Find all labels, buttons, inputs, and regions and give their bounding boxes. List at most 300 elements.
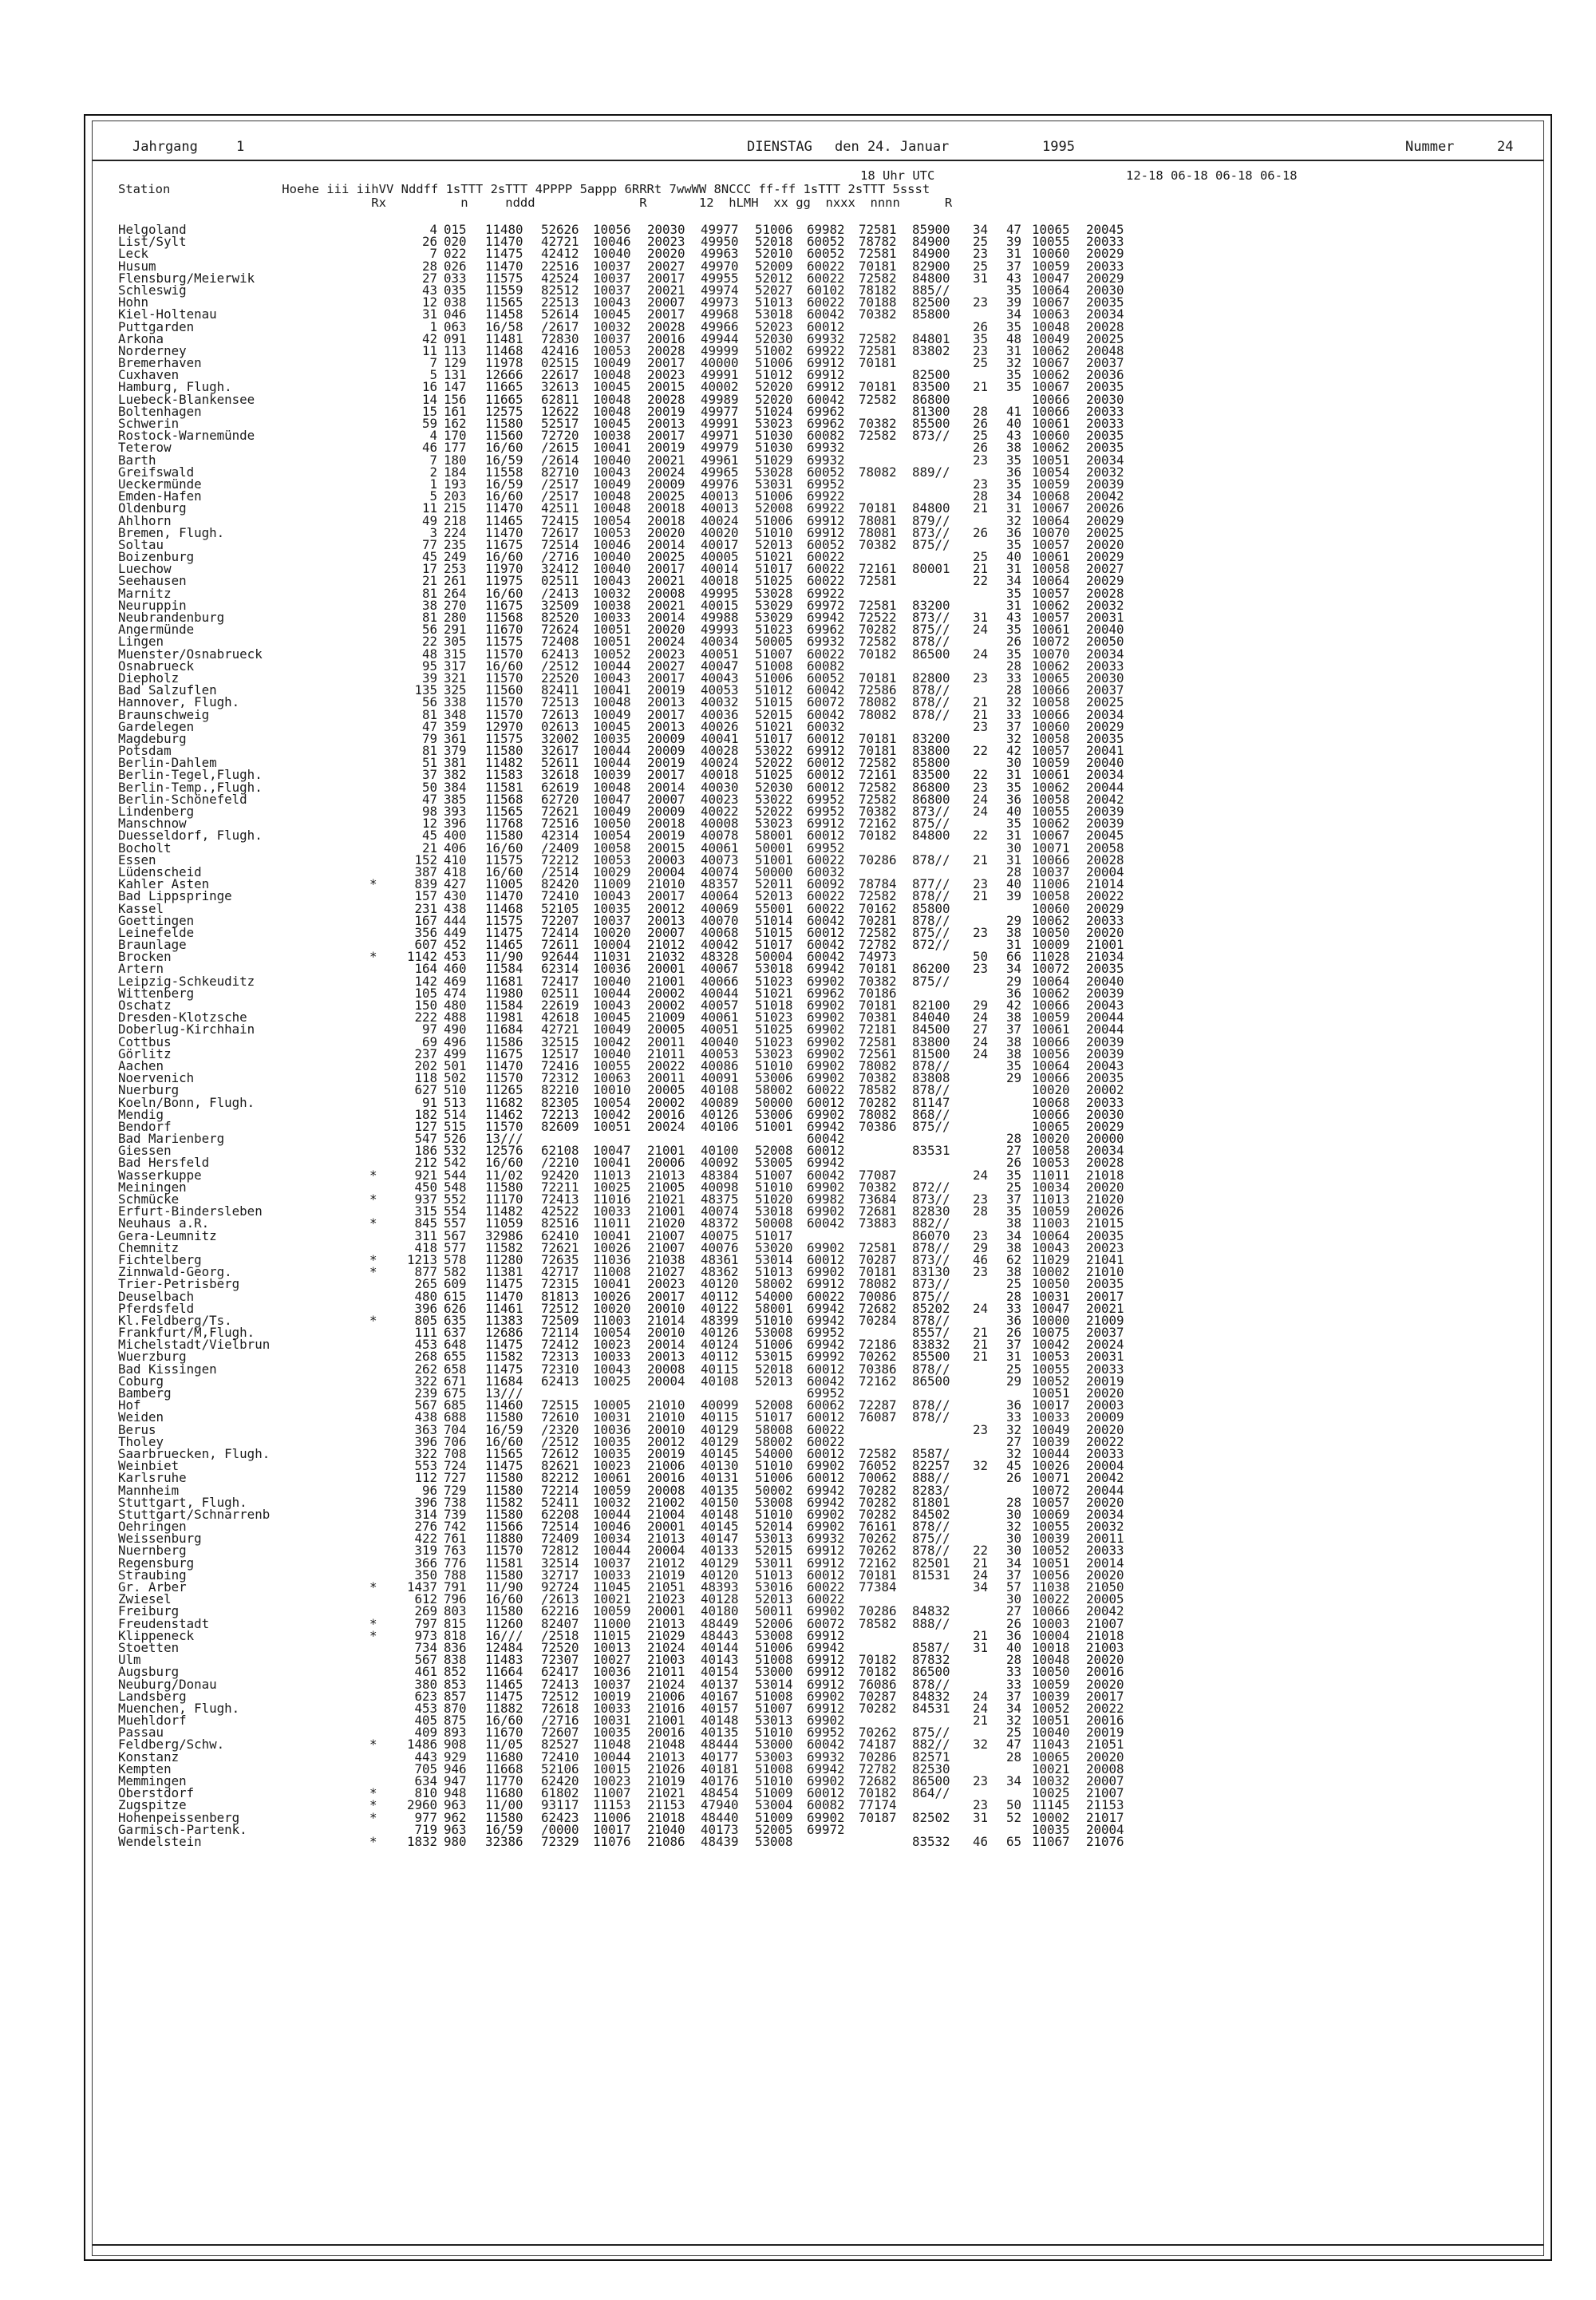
iii-cell: 818 xyxy=(444,1627,467,1643)
hoehe-cell: 49 xyxy=(421,512,437,528)
hoehe-cell: 1832 xyxy=(406,1833,437,1849)
pressure-cell: 40100 xyxy=(701,1143,739,1159)
iii-cell: 567 xyxy=(444,1227,467,1243)
weather-cell: 72582 xyxy=(859,779,897,795)
tmax-12-cell: 10065 xyxy=(1032,1749,1070,1765)
hoehe-cell: 142 xyxy=(414,973,437,989)
iii-cell: 035 xyxy=(444,282,467,298)
tmin-12-cell: 20042 xyxy=(1086,791,1124,807)
iii-cell: 578 xyxy=(444,1251,467,1267)
weather-cell: 76086 xyxy=(859,1676,897,1692)
hoehe-cell: 47 xyxy=(421,718,437,734)
iihvv-cell: 11575 xyxy=(485,852,523,867)
hoehe-cell: 322 xyxy=(414,1373,437,1389)
tmin-12-cell: 20035 xyxy=(1086,1070,1124,1086)
tendency-cell: 53005 xyxy=(755,1155,793,1171)
iihvv-cell: 11465 xyxy=(485,1676,523,1692)
tmin-2s-cell: 20017 xyxy=(647,561,685,577)
wind-ff1-cell: 46 xyxy=(972,1833,988,1849)
tmax-12-cell: 11028 xyxy=(1032,949,1070,965)
cloud-cell: 878// xyxy=(912,1543,950,1559)
tmax-1s-cell: 10026 xyxy=(593,1239,631,1255)
wind-ff1-cell: 21 xyxy=(972,500,988,516)
pressure-cell: 40148 xyxy=(701,1506,739,1522)
iii-cell: 513 xyxy=(444,1094,467,1110)
hoehe-cell: 977 xyxy=(414,1809,437,1825)
tmax-12-cell: 11003 xyxy=(1032,1215,1070,1231)
tmax-12-cell: 10025 xyxy=(1032,1785,1070,1801)
hoehe-cell: 164 xyxy=(414,961,437,977)
cloud-cell: 875// xyxy=(912,622,950,638)
wind-ff2-cell: 28 xyxy=(1005,682,1021,698)
hoehe-cell: 4 xyxy=(429,428,437,444)
station-name-cell: Wendelstein xyxy=(118,1833,202,1849)
tmin-2s-cell: 20023 xyxy=(647,646,685,662)
pressure-cell: 48393 xyxy=(701,1579,739,1595)
station-name-cell: Bendorf xyxy=(118,1118,172,1134)
nddff-cell: 72414 xyxy=(541,924,579,940)
weather-cell: 78081 xyxy=(859,512,897,528)
station-name-cell: Konstanz xyxy=(118,1749,180,1765)
tmin-12-cell: 20026 xyxy=(1086,1203,1124,1219)
tendency-cell: 51020 xyxy=(755,1191,793,1207)
iihvv-cell: 11581 xyxy=(485,779,523,795)
cloud-cell: 889// xyxy=(912,464,950,480)
wind-ff1-cell: 31 xyxy=(972,270,988,286)
summit-marker-cell: * xyxy=(369,1785,377,1801)
iihvv-cell: 11770 xyxy=(485,1773,523,1788)
nddff-cell: 82212 xyxy=(541,1470,579,1486)
tendency-cell: 52018 xyxy=(755,234,793,250)
precip-cell: 69982 xyxy=(807,222,845,237)
iihvv-cell: 11684 xyxy=(485,1022,523,1037)
pressure-cell: 40024 xyxy=(701,512,739,528)
hoehe-cell: 265 xyxy=(414,1276,437,1292)
tmax-1s-cell: 10031 xyxy=(593,1409,631,1425)
wind-ff2-cell: 35 xyxy=(1005,1203,1021,1219)
iii-cell: 170 xyxy=(444,428,467,444)
cloud-cell: 81531 xyxy=(912,1567,950,1583)
tendency-cell: 51010 xyxy=(755,1312,793,1328)
hoehe-cell: 450 xyxy=(414,1179,437,1195)
pressure-cell: 49977 xyxy=(701,222,739,237)
iihvv-cell: 11668 xyxy=(485,1761,523,1776)
tmax-1s-cell: 10023 xyxy=(593,1458,631,1474)
tmax-1s-cell: 10041 xyxy=(593,1227,631,1243)
precip-cell: 69962 xyxy=(807,416,845,431)
wind-ff2-cell: 35 xyxy=(1005,816,1021,832)
precip-cell: 69952 xyxy=(807,840,845,856)
hoehe-cell: 95 xyxy=(421,658,437,674)
wind-ff1-cell: 21 xyxy=(972,1349,988,1365)
weather-cell: 70186 xyxy=(859,985,897,1001)
station-name-cell: Augsburg xyxy=(118,1664,180,1680)
nddff-cell: 72621 xyxy=(541,1239,579,1255)
cloud-cell: 864// xyxy=(912,1785,950,1801)
tmin-2s-cell: 21024 xyxy=(647,1676,685,1692)
tendency-cell: 51015 xyxy=(755,694,793,710)
weather-cell: 70386 xyxy=(859,1361,897,1377)
precip-cell: 69912 xyxy=(807,1676,845,1692)
tendency-cell: 53008 xyxy=(755,1627,793,1643)
station-name-cell: Bad Lippspringe xyxy=(118,888,232,904)
pressure-cell: 40180 xyxy=(701,1603,739,1619)
pressure-cell: 49977 xyxy=(701,403,739,419)
wind-ff2-cell: 28 xyxy=(1005,1288,1021,1304)
tmin-12-cell: 21018 xyxy=(1086,1627,1124,1643)
iihvv-cell: 11570 xyxy=(485,1070,523,1086)
pressure-cell: 49963 xyxy=(701,246,739,262)
iihvv-cell: 11580 xyxy=(485,1470,523,1486)
iihvv-cell: 11970 xyxy=(485,561,523,577)
tmin-12-cell: 20048 xyxy=(1086,342,1124,358)
tmin-12-cell: 21015 xyxy=(1086,1215,1124,1231)
tmin-2s-cell: 20018 xyxy=(647,500,685,516)
wind-ff1-cell: 21 xyxy=(972,1337,988,1353)
tmax-12-cell: 10058 xyxy=(1032,730,1070,746)
tmin-12-cell: 21050 xyxy=(1086,1579,1124,1595)
cloud-cell: 82571 xyxy=(912,1749,950,1765)
tendency-cell: 53029 xyxy=(755,610,793,625)
tendency-cell: 52022 xyxy=(755,755,793,771)
weather-cell: 78182 xyxy=(859,282,897,298)
tmax-12-cell: 10065 xyxy=(1032,222,1070,237)
tmax-12-cell: 11029 xyxy=(1032,1251,1070,1267)
tmax-1s-cell: 10061 xyxy=(593,1470,631,1486)
wind-ff1-cell: 21 xyxy=(972,694,988,710)
station-name-cell: Fichtelberg xyxy=(118,1251,202,1267)
nddff-cell: 72415 xyxy=(541,512,579,528)
weather-cell: 70282 xyxy=(859,1494,897,1510)
tmin-12-cell: 20043 xyxy=(1086,1057,1124,1073)
tmax-12-cell: 10068 xyxy=(1032,488,1070,504)
iihvv-cell: 11470 xyxy=(485,258,523,274)
tmax-1s-cell: 11076 xyxy=(593,1833,631,1849)
pressure-cell: 40108 xyxy=(701,1373,739,1389)
cloud-cell: 878// xyxy=(912,852,950,867)
nddff-cell: 72211 xyxy=(541,1179,579,1195)
iihvv-cell: 16/60 xyxy=(485,585,523,601)
tmax-12-cell: 10059 xyxy=(1032,476,1070,492)
nddff-cell: /2320 xyxy=(541,1421,579,1437)
precip-cell: 69902 xyxy=(807,1506,845,1522)
iii-cell: 026 xyxy=(444,258,467,274)
wind-ff2-cell: 33 xyxy=(1005,1676,1021,1692)
station-name-cell: Chemnitz xyxy=(118,1239,180,1255)
tmax-12-cell: 10059 xyxy=(1032,1203,1070,1219)
pressure-cell: 40115 xyxy=(701,1409,739,1425)
weather-cell: 76052 xyxy=(859,1458,897,1474)
nddff-cell: 42721 xyxy=(541,1022,579,1037)
wind-ff2-cell: 40 xyxy=(1005,1639,1021,1655)
tmin-12-cell: 20029 xyxy=(1086,900,1124,916)
tmax-1s-cell: 11008 xyxy=(593,1264,631,1280)
tmax-1s-cell: 10035 xyxy=(593,900,631,916)
station-name-cell: Nuernberg xyxy=(118,1543,187,1559)
station-name-cell: Leinefelde xyxy=(118,924,195,940)
tmax-12-cell: 10072 xyxy=(1032,961,1070,977)
hoehe-cell: 56 xyxy=(421,694,437,710)
cloud-cell: 82530 xyxy=(912,1761,950,1776)
nddff-cell: 72607 xyxy=(541,1725,579,1741)
iihvv-cell: 16/60 xyxy=(485,840,523,856)
tendency-cell: 53014 xyxy=(755,1676,793,1692)
iii-cell: 410 xyxy=(444,852,467,867)
cloud-cell: 83800 xyxy=(912,1033,950,1049)
precip-cell: 69912 xyxy=(807,816,845,832)
iihvv-cell: 11580 xyxy=(485,416,523,431)
station-name-cell: Ulm xyxy=(118,1652,141,1668)
iihvv-cell: 11575 xyxy=(485,634,523,650)
table-frame xyxy=(92,121,1544,2256)
cloud-cell: 84800 xyxy=(912,500,950,516)
iii-cell: 675 xyxy=(444,1385,467,1401)
wind-ff1-cell: 21 xyxy=(972,1627,988,1643)
iii-cell: 449 xyxy=(444,924,467,940)
pressure-cell: 40181 xyxy=(701,1761,739,1776)
tmax-1s-cell: 10053 xyxy=(593,524,631,540)
station-name-cell: Bremerhaven xyxy=(118,355,202,371)
hoehe-cell: 322 xyxy=(414,1445,437,1461)
tmax-1s-cell: 10041 xyxy=(593,440,631,456)
weather-cell: 74187 xyxy=(859,1737,897,1753)
iihvv-cell: 11575 xyxy=(485,270,523,286)
cloud-cell: 878// xyxy=(912,1397,950,1413)
weather-cell: 78784 xyxy=(859,876,897,892)
iii-cell: 648 xyxy=(444,1337,467,1353)
tmin-2s-cell: 21007 xyxy=(647,1227,685,1243)
hoehe-cell: 4 xyxy=(429,222,437,237)
tendency-cell: 52023 xyxy=(755,318,793,334)
tmin-2s-cell: 20019 xyxy=(647,755,685,771)
weather-cell: 70062 xyxy=(859,1470,897,1486)
precip-cell: 60012 xyxy=(807,1409,845,1425)
tmin-2s-cell: 21153 xyxy=(647,1797,685,1813)
tmin-12-cell: 20032 xyxy=(1086,464,1124,480)
cloud-cell: 83500 xyxy=(912,767,950,783)
tmin-12-cell: 20020 xyxy=(1086,1494,1124,1510)
station-name-cell: Berlin-Tegel,Flugh. xyxy=(118,767,263,783)
iii-cell: 015 xyxy=(444,222,467,237)
nddff-cell: 72512 xyxy=(541,1688,579,1704)
tmax-12-cell: 10064 xyxy=(1032,973,1070,989)
tendency-cell: 53008 xyxy=(755,1325,793,1341)
nddff-cell: 02511 xyxy=(541,573,579,589)
iii-cell: 184 xyxy=(444,464,467,480)
tmax-1s-cell: 10037 xyxy=(593,330,631,346)
tendency-cell: 51017 xyxy=(755,561,793,577)
iii-cell: 161 xyxy=(444,403,467,419)
wind-ff1-cell: 23 xyxy=(972,924,988,940)
pressure-cell: 40024 xyxy=(701,755,739,771)
tmin-12-cell: 20030 xyxy=(1086,1106,1124,1122)
cloud-cell: 84801 xyxy=(912,330,950,346)
cloud-cell: 8587/ xyxy=(912,1639,950,1655)
station-name-cell: Koeln/Bonn, Flugh. xyxy=(118,1094,255,1110)
iihvv-cell: 11665 xyxy=(485,391,523,407)
wind-ff2-cell: 31 xyxy=(1005,1349,1021,1365)
hoehe-cell: 79 xyxy=(421,730,437,746)
iii-cell: 875 xyxy=(444,1713,467,1729)
precip-cell: 69952 xyxy=(807,804,845,819)
station-name-cell: Zugspitze xyxy=(118,1797,187,1813)
iihvv-cell: 16/59 xyxy=(485,476,523,492)
iii-cell: 381 xyxy=(444,755,467,771)
precip-cell: 69902 xyxy=(807,1203,845,1219)
hoehe-cell: 97 xyxy=(421,1022,437,1037)
station-name-cell: Ueckermünde xyxy=(118,476,202,492)
nddff-cell: 52614 xyxy=(541,306,579,322)
tmax-12-cell: 10048 xyxy=(1032,318,1070,334)
pressure-cell: 40075 xyxy=(701,1227,739,1243)
tmax-1s-cell: 10037 xyxy=(593,282,631,298)
tendency-cell: 51006 xyxy=(755,1337,793,1353)
precip-cell: 69962 xyxy=(807,403,845,419)
iii-cell: 177 xyxy=(444,440,467,456)
cloud-cell: 82501 xyxy=(912,1555,950,1571)
iii-cell: 948 xyxy=(444,1785,467,1801)
tmax-1s-cell: 10048 xyxy=(593,367,631,383)
tmax-1s-cell: 10047 xyxy=(593,1143,631,1159)
iii-cell: 325 xyxy=(444,682,467,698)
iihvv-cell: 12686 xyxy=(485,1325,523,1341)
wind-ff2-cell: 31 xyxy=(1005,561,1021,577)
pressure-cell: 40036 xyxy=(701,706,739,722)
pressure-cell: 49991 xyxy=(701,416,739,431)
cloud-cell: 878// xyxy=(912,1676,950,1692)
tmin-2s-cell: 21006 xyxy=(647,1688,685,1704)
nddff-cell: 72410 xyxy=(541,888,579,904)
tmax-1s-cell: 10063 xyxy=(593,1070,631,1086)
iihvv-cell: 11580 xyxy=(485,1409,523,1425)
weather-cell: 70287 xyxy=(859,1251,897,1267)
station-name-cell: Oberstdorf xyxy=(118,1785,195,1801)
wind-ff1-cell: 24 xyxy=(972,791,988,807)
nddff-cell: 72315 xyxy=(541,1276,579,1292)
tmax-12-cell: 10044 xyxy=(1032,1445,1070,1461)
tendency-cell: 53013 xyxy=(755,1531,793,1547)
tmin-2s-cell: 20006 xyxy=(647,1155,685,1171)
tmin-2s-cell: 20004 xyxy=(647,1373,685,1389)
tmax-12-cell: 10058 xyxy=(1032,888,1070,904)
weather-cell: 70382 xyxy=(859,1179,897,1195)
hoehe-cell: 553 xyxy=(414,1458,437,1474)
pressure-cell: 40066 xyxy=(701,973,739,989)
tmax-12-cell: 10066 xyxy=(1032,1070,1070,1086)
tendency-cell: 58001 xyxy=(755,828,793,844)
summit-marker-cell: * xyxy=(369,1312,377,1328)
iihvv-cell: 16/// xyxy=(485,1627,523,1643)
precip-cell: 69912 xyxy=(807,1664,845,1680)
weather-cell: 78082 xyxy=(859,1057,897,1073)
iihvv-cell: 16/60 xyxy=(485,1591,523,1607)
nddff-cell: 72412 xyxy=(541,1337,579,1353)
iihvv-cell: 11565 xyxy=(485,294,523,310)
weather-cell: 72581 xyxy=(859,597,897,613)
tmin-12-cell: 20042 xyxy=(1086,1603,1124,1619)
tmax-12-cell: 10047 xyxy=(1032,1300,1070,1316)
iii-cell: 510 xyxy=(444,1082,467,1098)
nddff-cell: 32514 xyxy=(541,1555,579,1571)
tmin-12-cell: 20027 xyxy=(1086,561,1124,577)
nddff-cell: 52411 xyxy=(541,1494,579,1510)
wind-ff2-cell: 34 xyxy=(1005,488,1021,504)
nddff-cell: 72413 xyxy=(541,1191,579,1207)
precip-cell: 60072 xyxy=(807,694,845,710)
iii-cell: 908 xyxy=(444,1737,467,1753)
wind-ff2-cell: 30 xyxy=(1005,1506,1021,1522)
station-name-cell: Muenchen, Flugh. xyxy=(118,1700,240,1716)
wind-ff1-cell: 31 xyxy=(972,610,988,625)
wind-ff2-cell: 32 xyxy=(1005,694,1021,710)
iii-cell: 393 xyxy=(444,804,467,819)
wind-ff2-cell: 65 xyxy=(1005,1833,1021,1849)
tmin-12-cell: 21017 xyxy=(1086,1809,1124,1825)
nddff-cell: 72520 xyxy=(541,1639,579,1655)
wind-ff2-cell: 42 xyxy=(1005,998,1021,1013)
cloud-cell: 875// xyxy=(912,1725,950,1741)
wind-ff2-cell: 26 xyxy=(1005,1325,1021,1341)
tendency-cell: 52006 xyxy=(755,1615,793,1631)
tmin-2s-cell: 20004 xyxy=(647,863,685,879)
wind-ff1-cell: 24 xyxy=(972,1010,988,1026)
weather-cell: 72162 xyxy=(859,1555,897,1571)
tmin-2s-cell: 20024 xyxy=(647,1118,685,1134)
tmax-1s-cell: 10044 xyxy=(593,1749,631,1765)
weather-cell: 70286 xyxy=(859,1749,897,1765)
iii-cell: 742 xyxy=(444,1519,467,1535)
hoehe-cell: 1437 xyxy=(406,1579,437,1595)
wind-ff1-cell: 35 xyxy=(972,330,988,346)
tmin-12-cell: 20007 xyxy=(1086,1773,1124,1788)
tmin-12-cell: 20033 xyxy=(1086,912,1124,928)
cloud-cell: 888// xyxy=(912,1470,950,1486)
station-name-cell: Oldenburg xyxy=(118,500,187,516)
cloud-cell: 82257 xyxy=(912,1458,950,1474)
hoehe-cell: 839 xyxy=(414,876,437,892)
tendency-cell: 51021 xyxy=(755,549,793,565)
cloud-cell: 888// xyxy=(912,1615,950,1631)
iii-cell: 763 xyxy=(444,1543,467,1559)
tmin-12-cell: 20014 xyxy=(1086,1555,1124,1571)
hoehe-cell: 276 xyxy=(414,1519,437,1535)
tmin-12-cell: 21009 xyxy=(1086,1312,1124,1328)
iihvv-cell: 11/02 xyxy=(485,1167,523,1183)
hoehe-cell: 269 xyxy=(414,1603,437,1619)
tmax-12-cell: 10062 xyxy=(1032,985,1070,1001)
iihvv-cell: 11768 xyxy=(485,816,523,832)
iihvv-cell: 11670 xyxy=(485,1725,523,1741)
tmax-1s-cell: 10048 xyxy=(593,391,631,407)
cloud-cell: 873// xyxy=(912,428,950,444)
nddff-cell: 72410 xyxy=(541,1749,579,1765)
hoehe-cell: 46 xyxy=(421,440,437,456)
tendency-cell: 53023 xyxy=(755,816,793,832)
hoehe-cell: 7 xyxy=(429,246,437,262)
tmin-2s-cell: 20017 xyxy=(647,888,685,904)
tmin-2s-cell: 20004 xyxy=(647,1543,685,1559)
tmax-1s-cell: 11000 xyxy=(593,1615,631,1631)
tmax-12-cell: 10053 xyxy=(1032,1349,1070,1365)
precip-cell: 69912 xyxy=(807,367,845,383)
iii-cell: 738 xyxy=(444,1494,467,1510)
wind-ff2-cell: 36 xyxy=(1005,464,1021,480)
tmax-12-cell: 10052 xyxy=(1032,1373,1070,1389)
weather-cell: 70281 xyxy=(859,912,897,928)
nddff-cell: /0000 xyxy=(541,1821,579,1837)
cloud-cell: 873// xyxy=(912,1251,950,1267)
tmin-12-cell: 20034 xyxy=(1086,1143,1124,1159)
